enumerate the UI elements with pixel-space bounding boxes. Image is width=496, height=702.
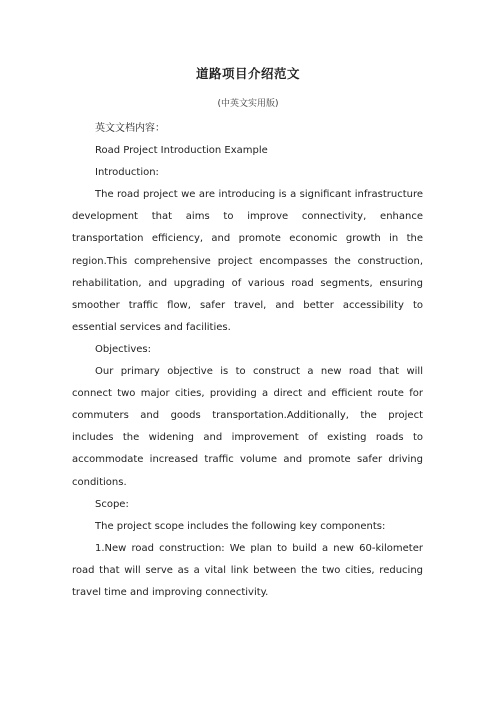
section-heading-objectives: Objectives:: [95, 343, 151, 355]
section-label-english-content: 英文文档内容：: [95, 123, 165, 134]
introduction-paragraph: The road project we are introducing is a significant infrastructure development that aims to improve connectivity, enhance transportation efficiency, and promote economic growth in the region.This comprehensive project encompasses the construction, rehabilitation, and upgrading of various road segments, ensuring smoother traffic flow, safer travel, and better accessibility to essential services and facilities.: [72, 189, 423, 333]
document-title: 道路项目介绍范文: [195, 66, 300, 81]
section-heading-introduction: Introduction:: [95, 167, 159, 179]
scope-item-1: 1.New road construction: We plan to build a new 60-kilometer road that will serve as a vital link between the two cities, reducing travel time and improving connectivity.: [72, 542, 423, 598]
objectives-paragraph: Our primary objective is to construct a new road that will connect two major cities, providing a direct and efficient route for commuters and goods transportation.Additionally, the project includes the widening and improvement of existing roads to accommodate increased traffic volume and promote safer driving conditions.: [72, 366, 423, 488]
document-body: [72, 118, 423, 604]
document-subtitle: (中英文实用版): [217, 99, 279, 109]
scope-intro-paragraph: The project scope includes the following key components:: [95, 520, 386, 532]
section-heading-scope: Scope:: [95, 498, 129, 510]
document-heading: Road Project Introduction Example: [95, 145, 268, 157]
